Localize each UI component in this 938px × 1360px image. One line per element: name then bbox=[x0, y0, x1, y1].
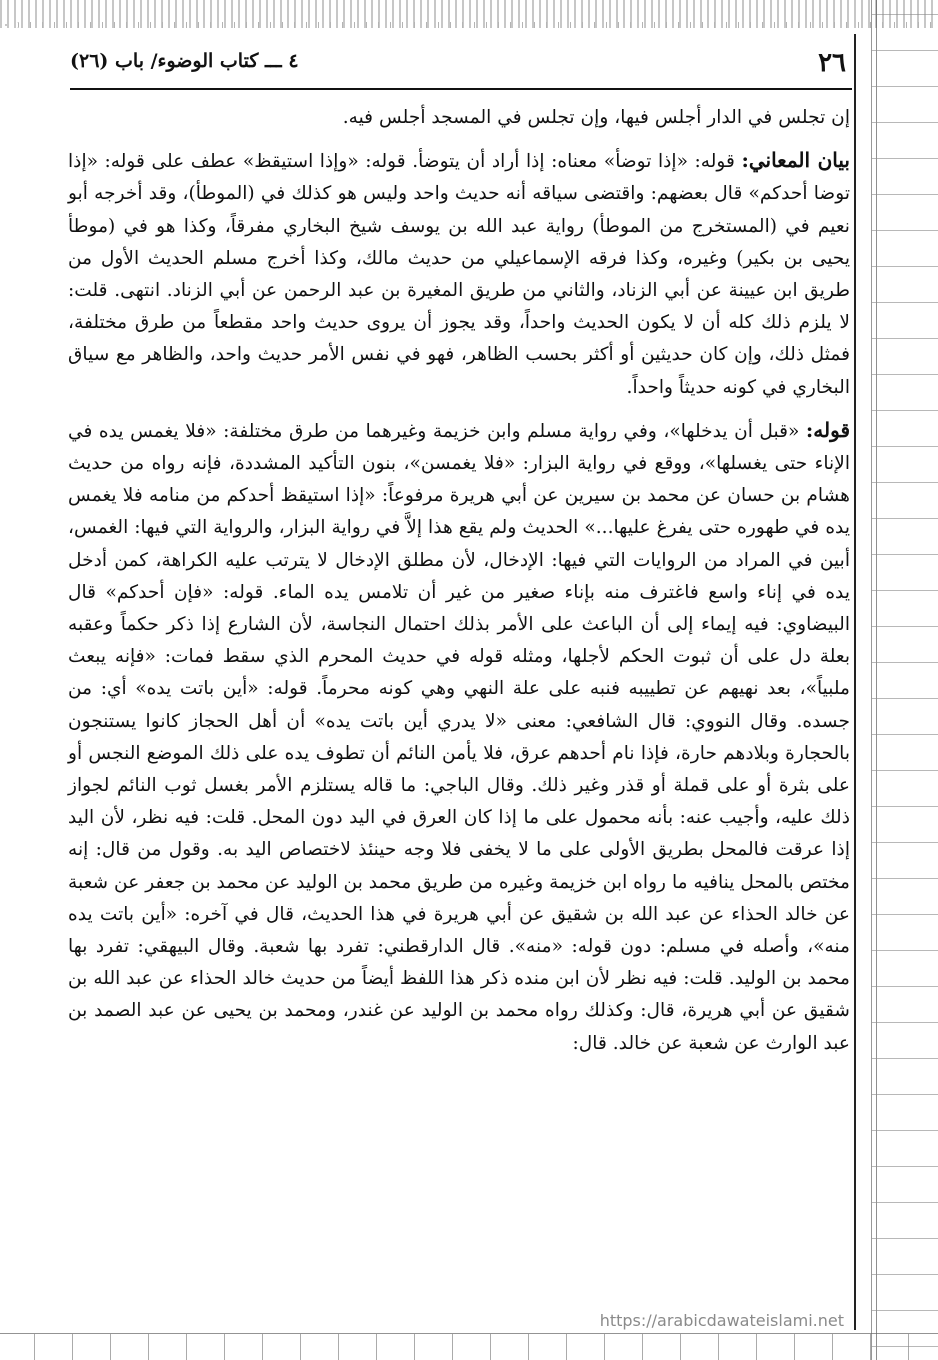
page-header bbox=[70, 48, 846, 84]
paragraph-text: قوله: «إذا توضأ» معناه: إذا أراد أن يتوضأ. قوله: «وإذا استيقظ» عطف على قوله: «إذا توضا أحدكم» قال بعضهم: واقتضى سياقه أنه حديث واحد وليس هو كذلك في (الموطأ)، وقد أخرجه أبو نعيم في (المستخرج من الموطأ) رواية عبد الله بن يوسف شيخ البخاري مفرقاً، وكذا هو في (موطأ يحيى بن بكير) وغيره، وكذا فرقه الإسماعيلي من حديث مالك، وكذا أخرج مسلم الحديث الأول من طريق ابن عيينة عن أبي الزناد، والثاني من طريق المغيرة بن عبد الرحمن عن أبي الزناد. انتهى. قلت: لا يلزم ذلك كله أن لا يكون الحديث واحداً، وقد يجوز أن يروى حديث واحد مقطعاً من طرق مختلفة، فمثل ذلك، وإن كان حديثين أو أكثر بحسب الظاهر، فهو في نفس الأمر حديث واحد، والظاهر مع سياق البخاري في كونه حديثاً واحداً. bbox=[68, 151, 850, 398]
body-text bbox=[68, 100, 850, 1060]
paragraph bbox=[68, 414, 850, 1060]
top-ornamental-border bbox=[0, 0, 938, 28]
paragraph-lead: قوله: bbox=[805, 417, 850, 442]
running-head: ٤ ـــ كتاب الوضوء/ باب (٢٦) bbox=[70, 50, 299, 72]
paragraph bbox=[68, 100, 850, 134]
page-number: ٢٦ bbox=[818, 48, 846, 78]
bottom-ornamental-border bbox=[0, 1333, 938, 1360]
right-ornamental-border bbox=[871, 0, 938, 1360]
paragraph bbox=[68, 144, 850, 404]
paragraph-text: إن تجلس في الدار أجلس فيها، وإن تجلس في المسجد أجلس فيه. bbox=[342, 107, 850, 128]
paragraph-text: «قبل أن يدخلها»، وفي رواية مسلم وابن خزيمة وغيرهما من طرق مختلفة: «فلا يغمس يده في الإناء حتى يغسلها»، ووقع في رواية البزار: «فلا يغمسن»، بنون التأكيد المشددة، فإنه رواه من حديث هشام بن حسان عن محمد بن سيرين عن أبي هريرة مرفوعاً: «إذا استيقظ أحدكم من منامه فلا يغمس يده في طهوره حتى يفرغ عليها...» الحديث ولم يقع هذا إلاَّ في رواية البزار، والرواية التي فيها: الغمس، أبين في المراد من الروايات التي فيها: الإدخال، لأن مطلق الإدخال لا يترتب عليه الكراهة، كمن أدخل يده في إناء واسع فاغترف منه بإناء صغير من غير أن تلامس يده الماء. قوله: «فإن أحدكم» قال البيضاوي: فيه إيماء إلى أن الباعث على الأمر بذلك احتمال النجاسة، لأن الشارع إذا ذكر حكماً وعقبه بعلة دل على أن ثبوت الحكم لأجلها، ومثله قوله في حديث المحرم الذي سقط فمات: «فإنه يبعث ملبياً»، بعد نهيهم عن تطييبه فنبه على علة النهي وهي كونه محرماً. قوله: «أين باتت يده» أي: من جسده. وقال النووي: قال الشافعي: معنى «لا يدري أين باتت يده» أن أهل الحجاز كانوا يستنجون بالحجارة وبلادهم حارة، فإذا نام أحدهم عرق، فلا يأمن النائم أن تطوف يده على ذلك الموضع النجس أو على بثرة أو على قملة أو قذر وغير ذلك. وقال الباجي: ما قاله يستلزم الأمر بغسل ثوب النائم لجواز ذلك عليه، وأجيب عنه: بأنه محمول على ما إذا كان العرق في اليد دون المحل. قلت: فيه نظر، لأن اليد إذا عرقت فالمحل بطريق الأولى على ما لا يخفى فلا وجه حينئذ لاختصاص اليد به. وقول من قال: إنه مختص بالمحل ينافيه ما رواه ابن خزيمة وغيره من طريق محمد بن الوليد عن محمد بن جعفر عن شعبة عن خالد الحذاء عن عبد الله بن شقيق عن أبي هريرة في هذا الحديث، قال في آخره: «أين باتت يده منه»، وأصله في مسلم: دون قوله: «منه». قال الدارقطني: تفرد بها شعبة. وقال البيهقي: تفرد بها محمد بن الوليد. قلت: فيه نظر لأن ابن منده ذكر هذا اللفظ أيضاً من حديث خالد الحذاء عن عبد الله بن شقيق عن أبي هريرة، قال: وكذلك رواه محمد بن الوليد عن غندر، ومحمد بن يحيى عن عبد الصمد بن عبد الوارث عن شعبة عن خالد. قال: bbox=[68, 420, 850, 1054]
header-rule bbox=[70, 88, 852, 90]
watermark-url: https://arabicdawateislami.net bbox=[599, 1311, 844, 1330]
paragraph-lead: بيان المعاني: bbox=[741, 148, 850, 173]
